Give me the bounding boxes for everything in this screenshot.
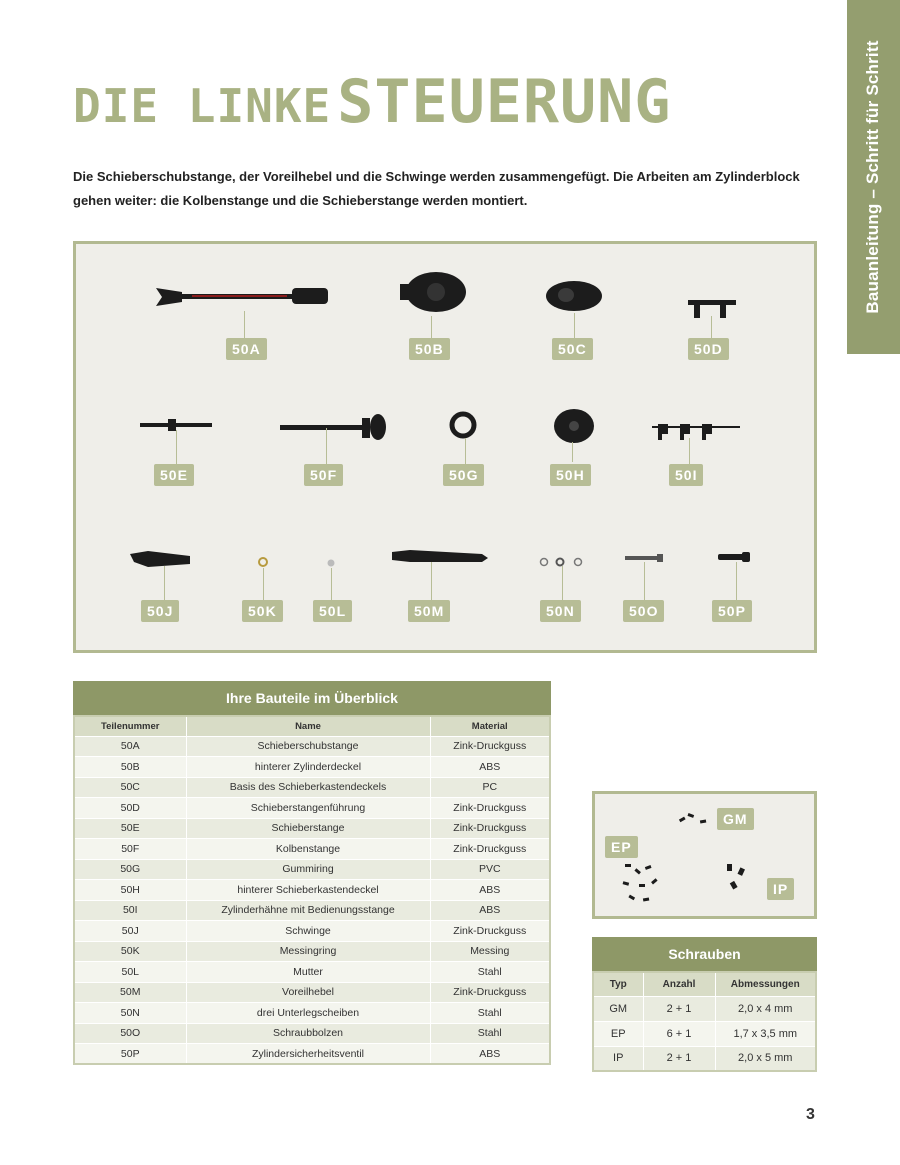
- part-50B-image: [396, 270, 471, 320]
- table-cell: Schieberstangenführung: [186, 798, 430, 819]
- parts-table-title: Ihre Bauteile im Überblick: [73, 681, 551, 715]
- table-cell: ABS: [430, 880, 550, 901]
- table-cell: 50I: [74, 900, 186, 921]
- chapter-side-tab: [847, 0, 900, 354]
- table-cell: 50G: [74, 859, 186, 880]
- table-cell: Zink-Druckguss: [430, 798, 550, 819]
- part-label: 50F: [304, 464, 343, 486]
- column-header: Typ: [593, 972, 643, 996]
- table-cell: 2,0 x 5 mm: [715, 1046, 816, 1071]
- table-cell: Zink-Druckguss: [430, 982, 550, 1003]
- part-label: 50I: [669, 464, 703, 486]
- table-cell: 50P: [74, 1044, 186, 1065]
- table-row: [74, 900, 550, 921]
- table-row: [74, 921, 550, 942]
- table-cell: 2,0 x 4 mm: [715, 996, 816, 1021]
- table-cell: 50L: [74, 962, 186, 983]
- table-cell: 50A: [74, 736, 186, 757]
- column-header: Abmessungen: [715, 972, 816, 996]
- part-label: 50K: [242, 600, 283, 622]
- part-label: 50J: [141, 600, 179, 622]
- table-cell: 2 + 1: [643, 996, 715, 1021]
- table-cell: 50E: [74, 818, 186, 839]
- table-row: [74, 1023, 550, 1044]
- table-cell: 50K: [74, 941, 186, 962]
- part-50A-image: [152, 282, 332, 312]
- table-cell: 50J: [74, 921, 186, 942]
- part-label: 50E: [154, 464, 194, 486]
- table-cell: 50F: [74, 839, 186, 860]
- table-cell: ABS: [430, 757, 550, 778]
- part-50L-image: [326, 558, 336, 568]
- part-label: 50O: [623, 600, 664, 622]
- table-row: [74, 757, 550, 778]
- part-label: 50D: [688, 338, 729, 360]
- part-50O-image: [625, 554, 665, 562]
- table-cell: Schwinge: [186, 921, 430, 942]
- table-cell: 6 + 1: [643, 1021, 715, 1046]
- part-label: 50C: [552, 338, 593, 360]
- screw-label-ep: EP: [605, 836, 638, 858]
- table-row: [74, 859, 550, 880]
- table-cell: Gummiring: [186, 859, 430, 880]
- parts-overview-box: [73, 241, 817, 653]
- table-row: [74, 941, 550, 962]
- table-cell: Basis des Schieberkastendeckels: [186, 777, 430, 798]
- table-cell: Stahl: [430, 962, 550, 983]
- table-cell: Zylinderhähne mit Bedienungsstange: [186, 900, 430, 921]
- table-cell: Stahl: [430, 1023, 550, 1044]
- table-row: [74, 777, 550, 798]
- part-50D-image: [684, 294, 740, 320]
- part-50C-image: [544, 278, 606, 314]
- table-row: [74, 818, 550, 839]
- part-50K-image: [257, 556, 269, 568]
- table-row: [593, 1046, 816, 1071]
- table-cell: PVC: [430, 859, 550, 880]
- part-50H-image: [552, 406, 596, 444]
- page-title-part1: DIE LINKE: [73, 79, 332, 133]
- table-cell: 50M: [74, 982, 186, 1003]
- table-cell: Messingring: [186, 941, 430, 962]
- table-cell: IP: [593, 1046, 643, 1071]
- part-50I-image: [650, 420, 742, 442]
- table-cell: Voreilhebel: [186, 982, 430, 1003]
- table-cell: ABS: [430, 1044, 550, 1065]
- table-row: [74, 1003, 550, 1024]
- table-cell: EP: [593, 1021, 643, 1046]
- table-cell: 2 + 1: [643, 1046, 715, 1071]
- table-row: [74, 962, 550, 983]
- parts-table: [73, 681, 551, 1065]
- chapter-side-tab-label: Bauanleitung – Schritt für Schritt: [863, 40, 882, 314]
- screws-table-title: Schrauben: [592, 937, 817, 971]
- part-label: 50H: [550, 464, 591, 486]
- table-cell: Schraubbolzen: [186, 1023, 430, 1044]
- page-title: [73, 67, 672, 137]
- part-label: 50A: [226, 338, 267, 360]
- table-row: [74, 1044, 550, 1065]
- part-label: 50B: [409, 338, 450, 360]
- table-cell: Schieberstange: [186, 818, 430, 839]
- part-50M-image: [390, 546, 490, 568]
- page-title-part2: STEUERUNG: [337, 67, 672, 137]
- part-50G-image: [448, 410, 478, 440]
- table-cell: Zink-Druckguss: [430, 736, 550, 757]
- screws-table: [592, 937, 817, 1072]
- table-row: [74, 880, 550, 901]
- table-cell: GM: [593, 996, 643, 1021]
- table-cell: Zink-Druckguss: [430, 818, 550, 839]
- screw-label-gm: GM: [717, 808, 754, 830]
- table-cell: Mutter: [186, 962, 430, 983]
- part-50J-image: [128, 548, 194, 570]
- table-cell: Messing: [430, 941, 550, 962]
- table-cell: 1,7 x 3,5 mm: [715, 1021, 816, 1046]
- table-cell: drei Unterlegscheiben: [186, 1003, 430, 1024]
- table-cell: Zink-Druckguss: [430, 921, 550, 942]
- table-cell: Stahl: [430, 1003, 550, 1024]
- intro-text: Die Schieberschubstange, der Voreilhebel und die Schwinge werden zusammengefügt. Die Arbeiten am Zylinderblock gehen weiter: die Kolbenstange und die Schieberstange werden montiert.: [73, 169, 800, 208]
- screws-photo-box: [592, 791, 817, 919]
- table-cell: Zink-Druckguss: [430, 839, 550, 860]
- screw-label-ip: IP: [767, 878, 794, 900]
- table-cell: hinterer Zylinderdeckel: [186, 757, 430, 778]
- column-header: Name: [186, 716, 430, 736]
- table-cell: 50N: [74, 1003, 186, 1024]
- part-label: 50N: [540, 600, 581, 622]
- table-cell: Zylindersicherheitsventil: [186, 1044, 430, 1065]
- column-header: Teilenummer: [74, 716, 186, 736]
- page-number: 3: [806, 1106, 815, 1123]
- part-label: 50M: [408, 600, 450, 622]
- table-row: [74, 982, 550, 1003]
- table-cell: 50O: [74, 1023, 186, 1044]
- table-cell: 50D: [74, 798, 186, 819]
- part-label: 50P: [712, 600, 752, 622]
- column-header: Material: [430, 716, 550, 736]
- part-label: 50G: [443, 464, 484, 486]
- table-row: [593, 996, 816, 1021]
- table-cell: ABS: [430, 900, 550, 921]
- table-row: [74, 736, 550, 757]
- table-cell: hinterer Schieberkastendeckel: [186, 880, 430, 901]
- table-cell: 50C: [74, 777, 186, 798]
- part-50F-image: [278, 412, 390, 442]
- part-label: 50L: [313, 600, 352, 622]
- table-row: [593, 1021, 816, 1046]
- table-cell: PC: [430, 777, 550, 798]
- part-50P-image: [716, 550, 752, 564]
- table-cell: 50H: [74, 880, 186, 901]
- column-header: Anzahl: [643, 972, 715, 996]
- table-cell: Kolbenstange: [186, 839, 430, 860]
- table-row: [74, 839, 550, 860]
- table-cell: Schieberschubstange: [186, 736, 430, 757]
- table-row: [74, 798, 550, 819]
- table-cell: 50B: [74, 757, 186, 778]
